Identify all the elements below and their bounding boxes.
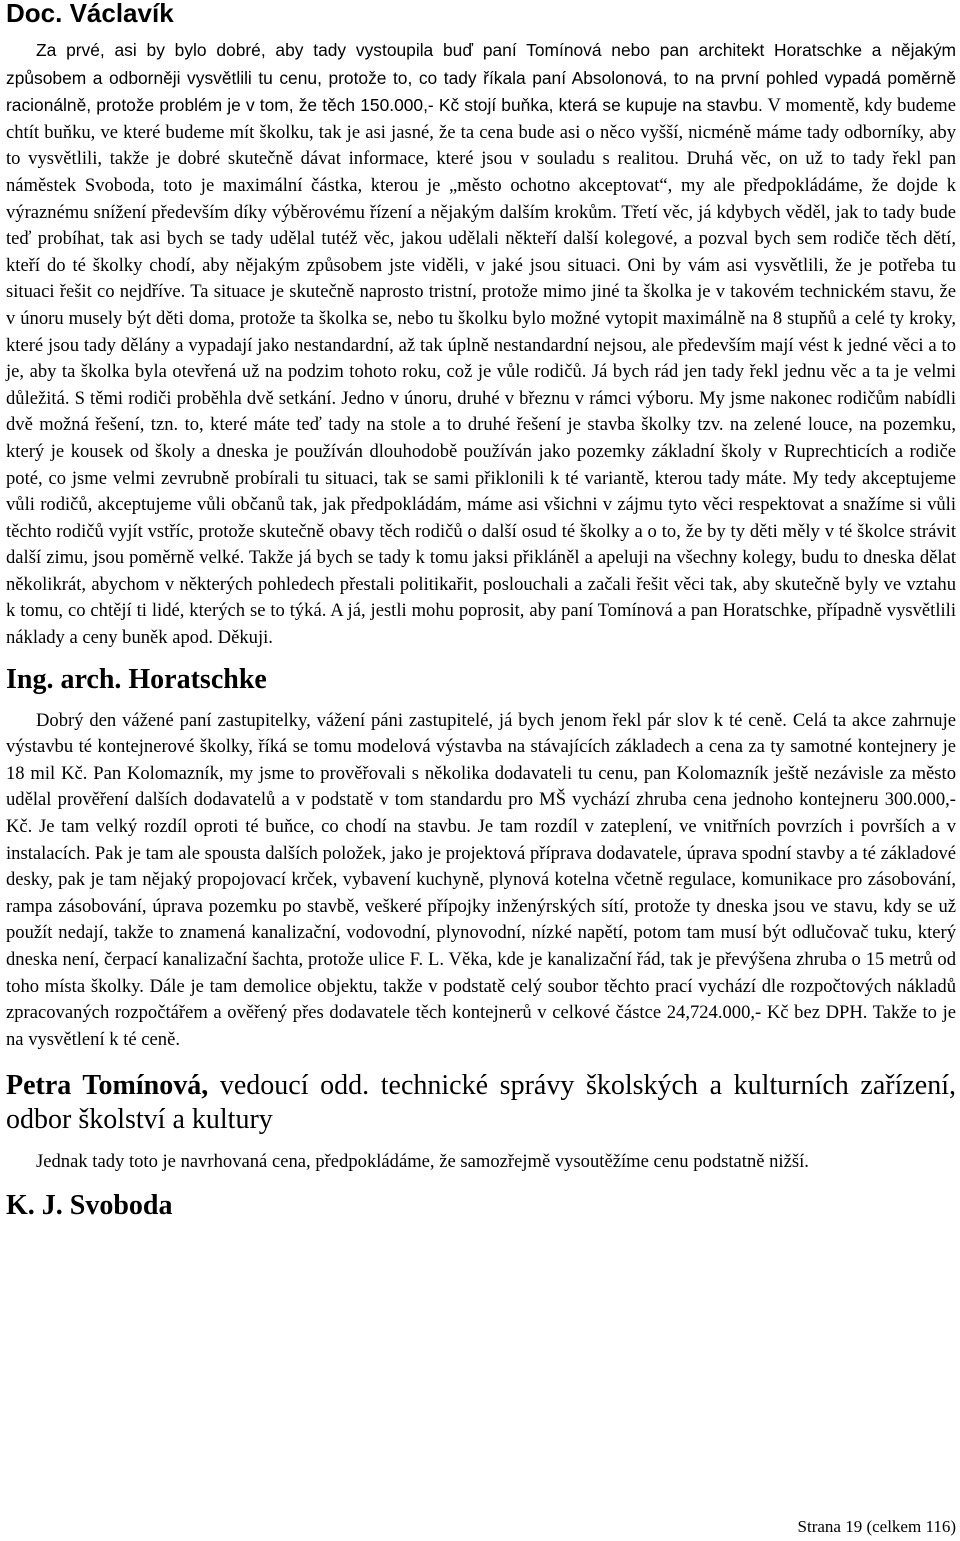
speaker-heading-vaclavik: Doc. Václavík xyxy=(6,0,174,28)
speech-horatschke: Dobrý den vážené paní zastupitelky, vážení páni zastupitelé, já bych jenom řekl pár slov k té ceně. Celá ta akce zahrnuje výstavbu té kontejnerové školky, říká se tomu modelová výstavba na stávajících základech a cena za ty samotné kontejnery je 18 mil Kč. Pan Kolomazník, my jsme to prověřovali s několika dodavateli tu cenu, pan Kolomazník ještě nezávisle za město udělal prověření dalších dodavatelů a v podstatě v tom standardu pro MŠ vychází zhruba cena jednoho kontejneru 300.000,- Kč. Je tam velký rozdíl oproti té buňce, co chodí na stavbu. Je tam rozdíl v zateplení, ve vnitřních povrzích i površích a v instalacích. Pak je tam ale spousta dalších položek, jako je projektová příprava dodavatele, úprava spodní stavby a té základové desky, pak je tam nějaký propojovací krček, vybavení kuchyně, plynová kotelna včetně regulace, komunikace pro zásobování, rampa zásobování, úprava pozemku po stavbě, veškeré přípojky inženýrských sítí, protože ty dneska jsou ve stavu, kdy se už použít nedají, takže to znamená kanalizační, vodovodní, plynovodní, nízké napětí, potom tam musí být odlučovač tuku, který dneska není, čerpací kanalizační šachta, protože ulice F. L. Věka, kde je kanalizační řád, tak je převýšena zhruba o 15 metrů od toho místa školky. Dále je tam demolice objektu, takže v podstatě celý soubor těchto prací vychází dle rozpočtových nákladů zpracovaných rozpočtářem a ověřený přes dodavatele těch kontejnerů v celkové částce 24,724.000,- Kč bez DPH. Takže to je na vysvětlení k té ceně. xyxy=(6,709,956,1050)
speech-vaclavik xyxy=(6,37,956,652)
speech-vaclavik-part-b: V momentě, kdy budeme chtít buňku, ve které budeme mít školku, tak je asi jasné, že ta cena bude asi o něco vyšší, nicméně máme tady odborníky, aby to vysvětlili, takže je dobré skutečně dávat informace, které jsou v souladu s realitou. Druhá věc, on už to tady řekl pan náměstek Svoboda, toto je maximální částka, kterou je „město ochotno akceptovat“, my ale předpokládáme, že dojde k výraznému snížení především díky výběrovému řízení a nějakým dalším krokům. Třetí věc, já kdybych věděl, jak to tady bude teď probíhat, tak asi bych se tady udělal tutéž věc, jakou udělali někteří další kolegové, a pozval bych sem rodiče těch dětí, kteří do té školky chodí, aby nějakým způsobem jste viděli, v jaké jsou situaci. Oni by vám asi vysvětlili, že je potřeba tu situaci řešit co nejdříve. Ta situace je skutečně naprosto tristní, protože mimo jiné ta školka je v takovém technickém stavu, že v únoru musely být děti doma, protože ta školka se, nebo tu školku bylo možné vytopit maximálně na 8 stupňů a celé ty kroky, které jsou tady dělány a vypadají jako nestandardní, až tak úplně nestandardní nejsou, ale především mají vést k jedné věci a to je, aby ta školka byla otevřená už na podzim tohoto roku, což je vůle rodičů. Já bych rád jen tady řekl jednu věc a ta je velmi důležitá. S těmi rodiči proběhla dvě setkání. Jedno v únoru, druhé v březnu v rámci výboru. My jsme nakonec rodičům nabídli dvě možná řešení, tzn. to, které máte teď tady na stole a to druhé řešení je stavba školky tzv. na zelené louce, na pozemku, který je kousek od školy a dneska je používán dlouhodobě používán jako pozemky základní školy v Ruprechticích a rodiče poté, co jsme velmi zevrubně probírali tu situaci, tak se sami přiklonili k té variantě, kterou tady máte. My tedy akceptujeme vůli rodičů, akceptujeme vůli občanů tak, jak předpokládám, máme asi všichni v zájmu tyto věci respektovat a snažíme si vůli těchto rodičů vyjít vstříc, protože skutečně obavy těch rodičů o další osud té školky a o to, že by ty děti měly v té školce strávit další zimu, jsou poměrně velké. Takže já bych se tady k tomu jaksi přikláněl a apeluji na všechny kolegy, budu to dneska dělat několikrát, abychom v některých pohledech přestali politikařit, poslouchali a začali řešit věci tak, aby skutečně byly ve vztahu k tomu, co chtějí ti lidé, kterých se to týká. A já, jestli mohu poprosit, aby paní Tomínová a pan Horatschke, případně vysvětlili náklady a ceny buněk apod. Děkuji. xyxy=(6,95,957,649)
page-number-footer: Strana 19 (celkem 116) xyxy=(797,1517,956,1536)
speaker-heading-svoboda: K. J. Svoboda xyxy=(6,1189,173,1221)
speaker-name-tominova: Petra Tomínová, xyxy=(6,1070,209,1102)
speech-vaclavik-part-a: Za prvé, asi by bylo dobré, aby tady vystoupila buď paní Tomínová nebo pan architekt Horatschke a nějakým způsobem a odborněji vysvětlili tu cenu, protože to, co tady říkala paní Absolonová, to na první pohled vypadá poměrně racionálně, protože problém je v tom, že těch 150.000,- Kč stojí buňka, která se kupuje na stavbu. xyxy=(6,40,956,116)
document-page xyxy=(6,0,956,1222)
speaker-heading-horatschke: Ing. arch. Horatschke xyxy=(6,663,267,695)
speaker-role-tominova: vedoucí odd. technické správy školských a kulturních zařízení, odbor školství a kultury xyxy=(6,1070,956,1136)
speaker-heading-tominova xyxy=(6,1069,956,1137)
speech-tominova: Jednak tady toto je navrhovaná cena, předpokládáme, že samozřejmě vysoutěžíme cenu podstatně nižší. xyxy=(36,1151,809,1173)
